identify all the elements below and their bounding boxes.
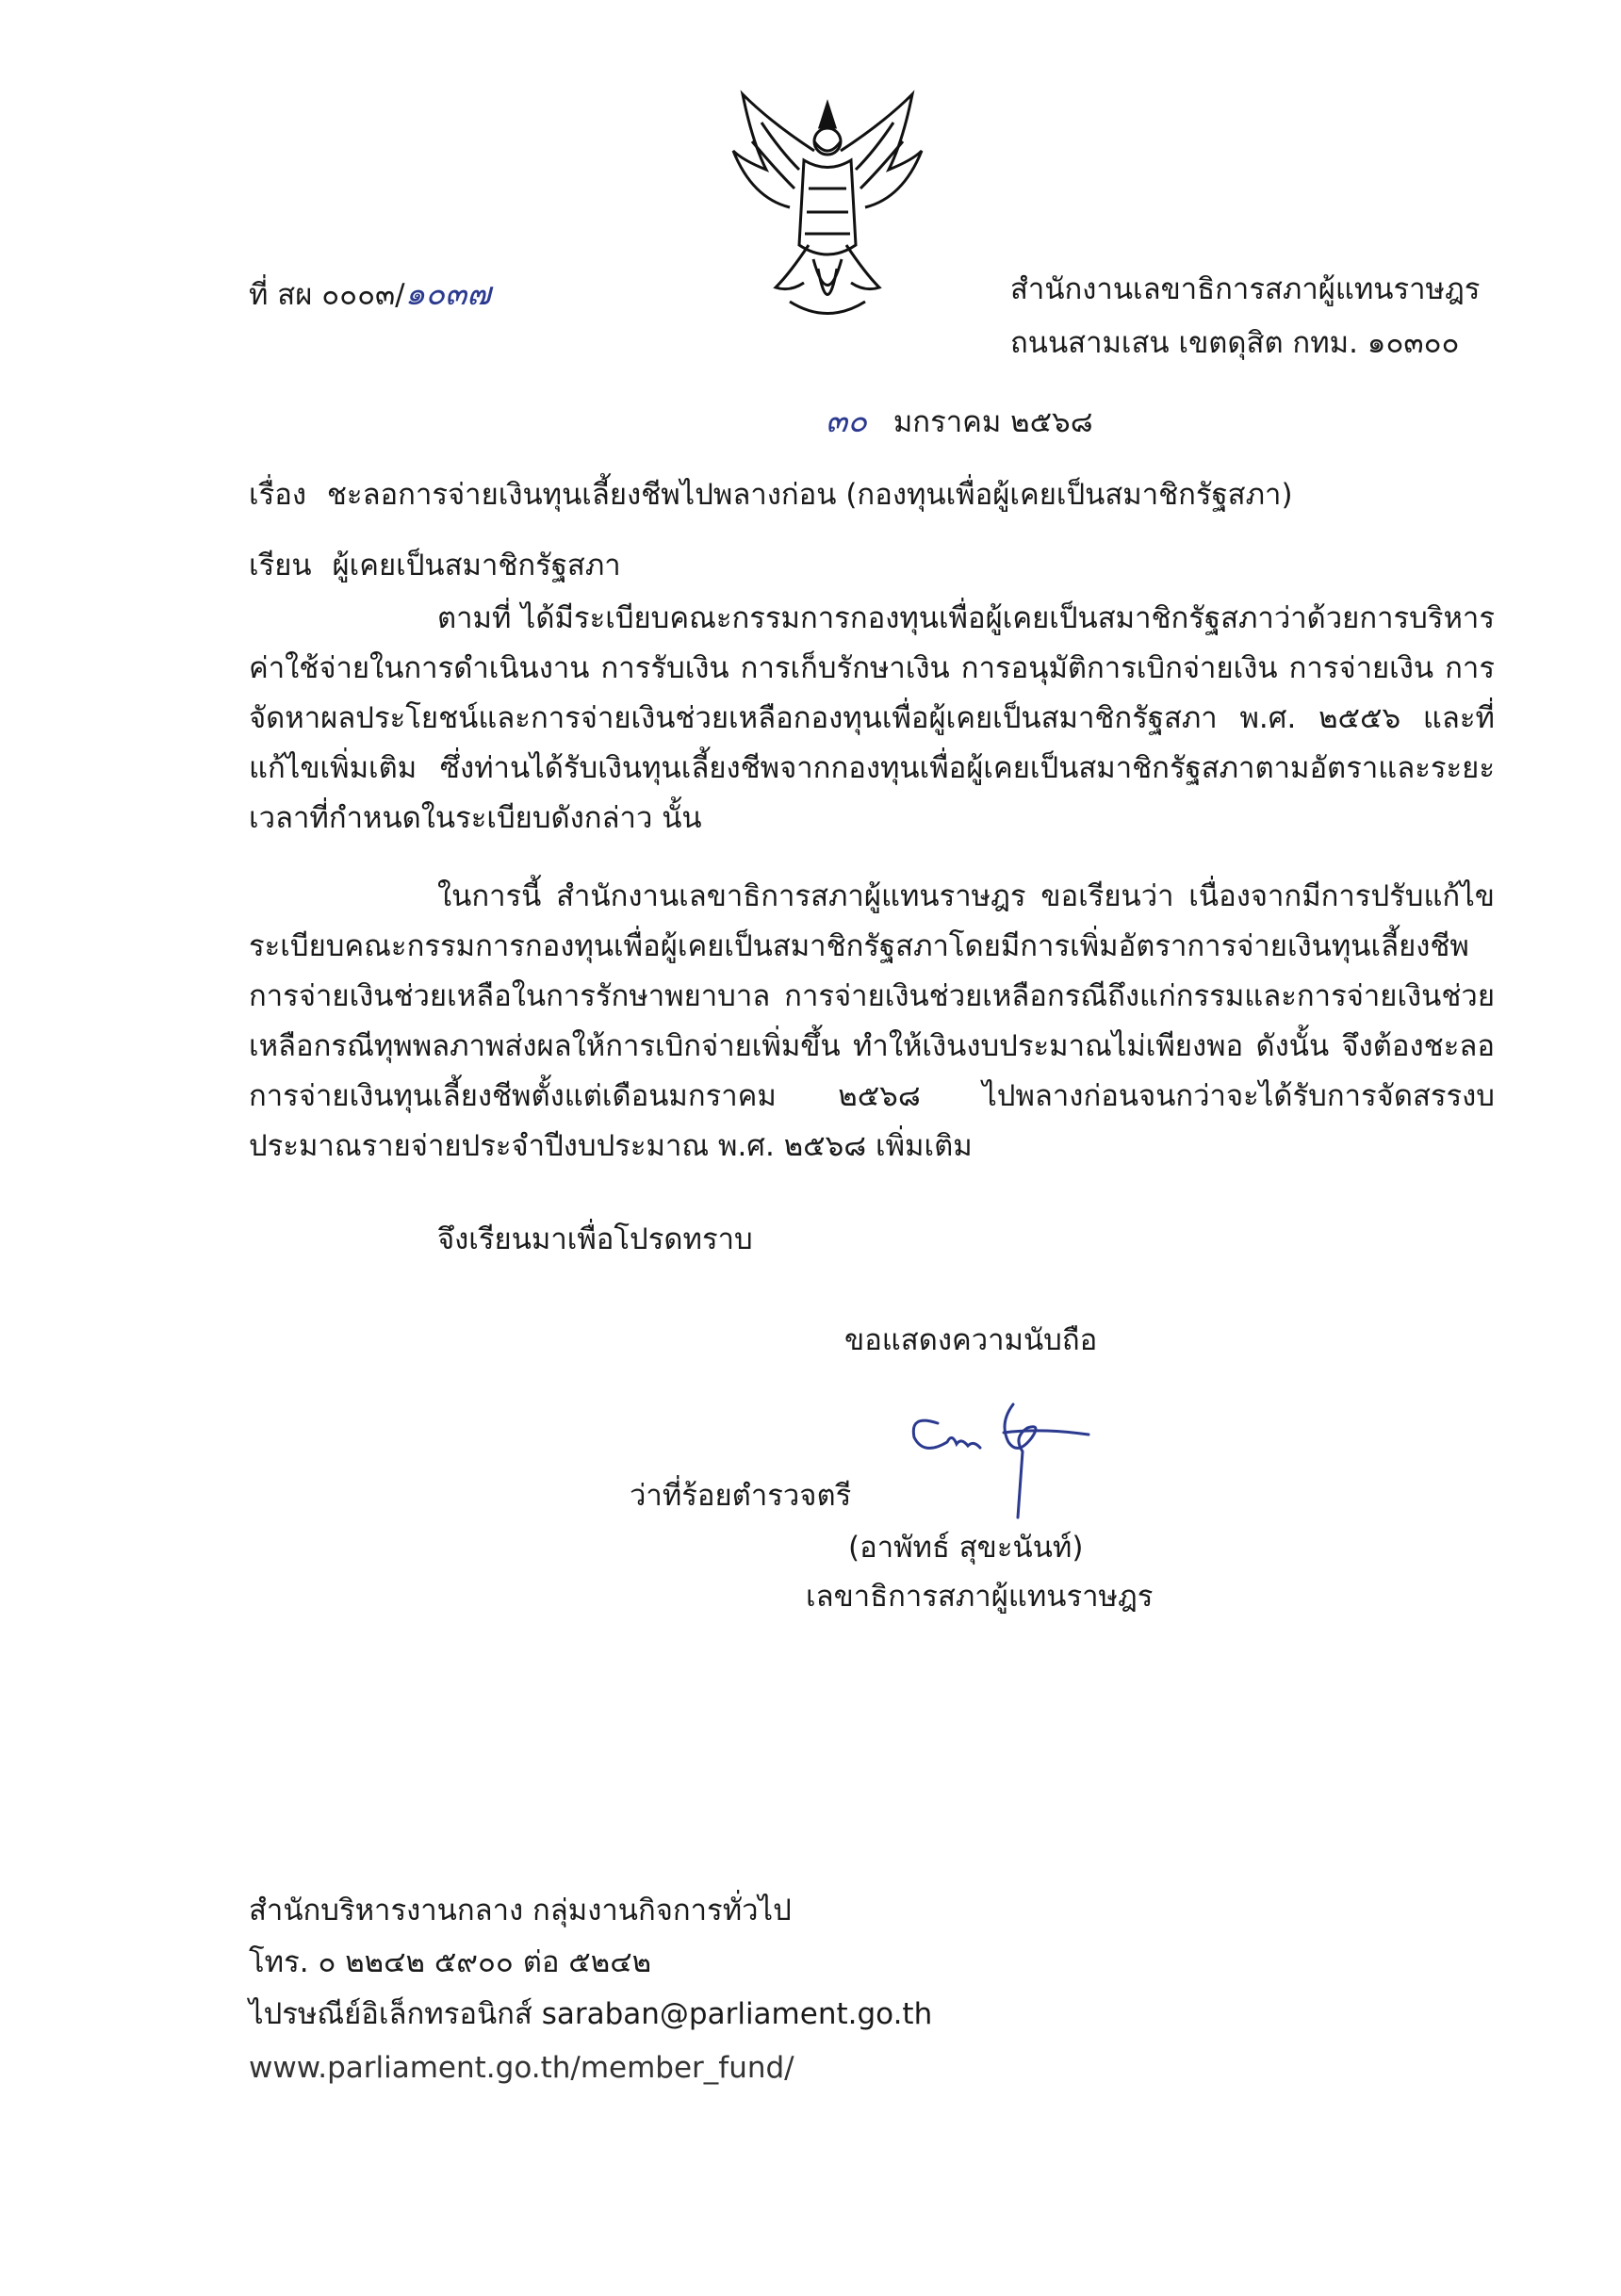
subject-text: ชะลอการจ่ายเงินทุนเลี้ยงชีพไปพลางก่อน (กองทุนเพื่อผู้เคยเป็นสมาชิกรัฐสภา) — [326, 478, 1293, 512]
paragraph-1-text: ตามที่ ได้มีระเบียบคณะกรรมการกองทุนเพื่อผู้เคยเป็นสมาชิกรัฐสภาว่าด้วยการบริหารค่าใช้จ่ายในการดำเนินงาน การรับเงิน การเก็บรักษาเงิน การอนุมัติการเบิกจ่ายเงิน การจ่ายเงิน การจัดหาผลประโยชน์และการจ่ายเงินช่วยเหลือกองทุนเพื่อผู้เคยเป็นสมาชิกรัฐสภา พ.ศ. ๒๕๕๖ และที่แก้ไขเพิ่มเติม ซึ่งท่านได้รับเงินทุนเลี้ยงชีพจากกองทุนเพื่อผู้เคยเป็นสมาชิกรัฐสภาตามอัตราและระยะเวลาที่กำหนดในระเบียบดังกล่าว นั้น — [249, 601, 1495, 835]
signature-icon — [900, 1386, 1126, 1536]
reference-handwritten: ๑๐๓๗ — [404, 275, 491, 313]
complimentary-close: ขอแสดงความนับถือ — [844, 1323, 1098, 1357]
signer-position: เลขาธิการสภาผู้แทนราษฎร — [806, 1580, 1154, 1614]
office-name: สำนักงานเลขาธิการสภาผู้แทนราษฎร — [1010, 272, 1481, 306]
subject-line — [249, 474, 1293, 516]
letter-date — [826, 401, 1093, 443]
footer-unit: สำนักบริหารงานกลาง กลุ่มงานกิจการทั่วไป — [249, 1894, 792, 1927]
salutation-line — [249, 545, 621, 586]
garuda-emblem-icon — [724, 85, 931, 330]
salutation-label: เรียน — [249, 549, 312, 582]
footer-phone: โทร. ๐ ๒๒๔๒ ๕๙๐๐ ต่อ ๕๒๔๒ — [249, 1945, 652, 1979]
office-address: ถนนสามเสน เขตดุสิต กทม. ๑๐๓๐๐ — [1010, 326, 1460, 360]
subject-label: เรื่อง — [249, 478, 307, 512]
signer-name: (อาพัทธ์ สุขะนันท์) — [848, 1531, 1084, 1565]
reference-number — [249, 273, 491, 316]
salutation-text: ผู้เคยเป็นสมาชิกรัฐสภา — [332, 549, 621, 582]
date-day-handwritten: ๓๐ — [826, 402, 867, 440]
footer-email: ไปรษณีย์อิเล็กทรอนิกส์ saraban@parliament.go.th — [249, 1997, 933, 2031]
body-paragraph-2 — [249, 872, 1495, 1172]
footer-website: www.parliament.go.th/member_fund/ — [249, 2051, 794, 2085]
date-month-year: มกราคม ๒๕๖๘ — [892, 405, 1093, 439]
paragraph-2-text: ในการนี้ สำนักงานเลขาธิการสภาผู้แทนราษฎร ขอเรียนว่า เนื่องจากมีการปรับแก้ไขระเบียบคณะกรรมการกองทุนเพื่อผู้เคยเป็นสมาชิกรัฐสภาโดยมีการเพิ่มอัตราการจ่ายเงินทุนเลี้ยงชีพ การจ่ายเงินช่วยเหลือในการรักษาพยาบาล การจ่ายเงินช่วยเหลือกรณีถึงแก่กรรมและการจ่ายเงินช่วยเหลือกรณีทุพพลภาพส่งผลให้การเบิกจ่ายเพิ่มขึ้น ทำให้เงินงบประมาณไม่เพียงพอ ดังนั้น จึงต้องชะลอการจ่ายเงินทุนเลี้ยงชีพตั้งแต่เดือนมกราคม ๒๕๖๘ ไปพลางก่อนจนกว่าจะได้รับการจัดสรรงบประมาณรายจ่ายประจำปีงบประมาณ พ.ศ. ๒๕๖๘ เพิ่มเติม — [249, 879, 1495, 1163]
closing-line: จึงเรียนมาเพื่อโปรดทราบ — [437, 1222, 753, 1256]
reference-prefix: ที่ สผ ๐๐๐๓/ — [249, 278, 405, 312]
body-paragraph-1 — [249, 594, 1495, 844]
signer-rank: ว่าที่ร้อยตำรวจตรี — [630, 1479, 852, 1513]
